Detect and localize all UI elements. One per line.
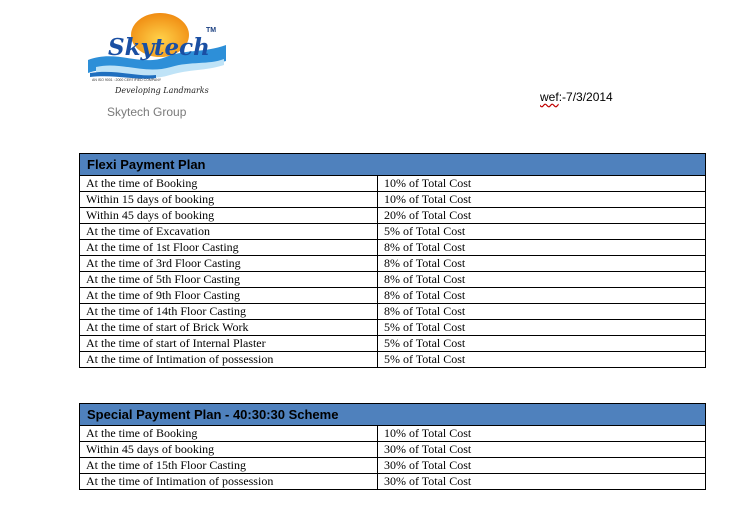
flexi-payment-plan-table	[79, 153, 706, 368]
payment-amount: 5% of Total Cost	[378, 320, 706, 336]
payment-stage: Within 15 days of booking	[80, 192, 378, 208]
table-row	[80, 352, 706, 368]
payment-stage: At the time of 5th Floor Casting	[80, 272, 378, 288]
table-row	[80, 426, 706, 442]
wef-date: :-7/3/2014	[558, 90, 613, 104]
payment-amount: 20% of Total Cost	[378, 208, 706, 224]
table-row	[80, 176, 706, 192]
table-row	[80, 304, 706, 320]
table-row	[80, 320, 706, 336]
payment-amount: 10% of Total Cost	[378, 426, 706, 442]
payment-amount: 30% of Total Cost	[378, 442, 706, 458]
payment-stage: At the time of 15th Floor Casting	[80, 458, 378, 474]
table-row	[80, 288, 706, 304]
payment-amount: 8% of Total Cost	[378, 272, 706, 288]
effective-date	[540, 90, 613, 104]
wef-label: wef	[540, 90, 559, 104]
payment-amount: 30% of Total Cost	[378, 474, 706, 490]
payment-amount: 30% of Total Cost	[378, 458, 706, 474]
payment-amount: 5% of Total Cost	[378, 336, 706, 352]
table-row	[80, 192, 706, 208]
payment-amount: 8% of Total Cost	[378, 240, 706, 256]
payment-stage: Within 45 days of booking	[80, 442, 378, 458]
payment-amount: 10% of Total Cost	[378, 176, 706, 192]
company-logo	[86, 5, 231, 101]
payment-amount: 10% of Total Cost	[378, 192, 706, 208]
trademark-symbol: TM	[206, 27, 217, 34]
table-header-row	[80, 154, 706, 176]
table-row	[80, 208, 706, 224]
payment-stage: At the time of start of Internal Plaster	[80, 336, 378, 352]
payment-stage: At the time of Intimation of possession	[80, 474, 378, 490]
table-row	[80, 272, 706, 288]
table-row	[80, 336, 706, 352]
special-payment-plan-table	[79, 403, 706, 490]
payment-stage: At the time of 3rd Floor Casting	[80, 256, 378, 272]
payment-amount: 8% of Total Cost	[378, 304, 706, 320]
table-row	[80, 458, 706, 474]
logo-tagline: Developing Landmarks	[115, 86, 209, 95]
table-header-row	[80, 404, 706, 426]
table-row	[80, 224, 706, 240]
payment-amount: 8% of Total Cost	[378, 288, 706, 304]
payment-stage: At the time of Excavation	[80, 224, 378, 240]
logo-certification: AN ISO 9001 : 2000 CERTIFIED COMPANY	[92, 78, 162, 82]
payment-stage: At the time of 9th Floor Casting	[80, 288, 378, 304]
payment-stage: Within 45 days of booking	[80, 208, 378, 224]
table-row	[80, 474, 706, 490]
payment-amount: 5% of Total Cost	[378, 352, 706, 368]
payment-stage: At the time of Booking	[80, 426, 378, 442]
payment-amount: 5% of Total Cost	[378, 224, 706, 240]
payment-stage: At the time of Intimation of possession	[80, 352, 378, 368]
table-row	[80, 442, 706, 458]
payment-stage: At the time of Booking	[80, 176, 378, 192]
group-name: Skytech Group	[107, 105, 187, 119]
special-plan-title: Special Payment Plan - 40:30:30 Scheme	[80, 404, 706, 426]
payment-amount: 8% of Total Cost	[378, 256, 706, 272]
logo-brand-text: Skytech	[108, 34, 210, 61]
payment-stage: At the time of 14th Floor Casting	[80, 304, 378, 320]
table-row	[80, 256, 706, 272]
payment-stage: At the time of start of Brick Work	[80, 320, 378, 336]
payment-stage: At the time of 1st Floor Casting	[80, 240, 378, 256]
table-row	[80, 240, 706, 256]
flexi-plan-title: Flexi Payment Plan	[80, 154, 706, 176]
